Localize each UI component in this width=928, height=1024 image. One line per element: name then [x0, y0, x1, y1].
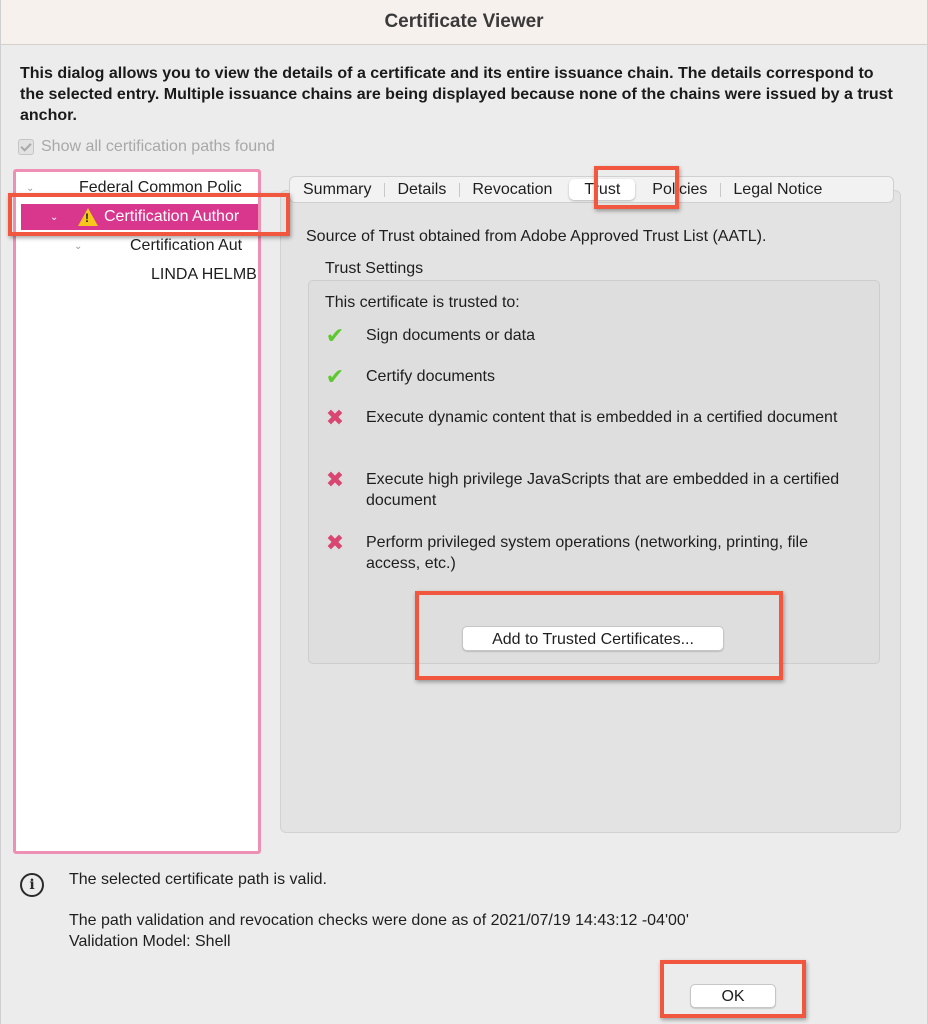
permission-text: Execute high privilege JavaScripts that are embedded in a certified document	[366, 471, 840, 509]
permission-text: Sign documents or data	[366, 327, 535, 344]
chevron-down-icon[interactable]: ⌄	[74, 240, 83, 252]
permission-sign-documents	[321, 325, 861, 347]
trust-source-text: Source of Trust obtained from Adobe Approved Trust List (AATL).	[306, 228, 767, 245]
window-title: Certificate Viewer	[384, 11, 544, 32]
tree-item-end-entity[interactable]	[151, 262, 257, 288]
permission-text: Certify documents	[366, 368, 495, 385]
validation-checks-text: The path validation and revocation checks were done as of 2021/07/19 14:43:12 -04'00'	[69, 912, 689, 929]
add-to-trusted-certificates-button[interactable]: Add to Trusted Certificates...	[462, 626, 724, 651]
cross-icon: ✖	[325, 405, 345, 430]
permission-text: Execute dynamic content that is embedded in a certified document	[366, 409, 838, 426]
trust-settings-label: Trust Settings	[325, 260, 424, 277]
check-icon: ✔	[325, 323, 345, 348]
intro-text: This dialog allows you to view the details of a certificate and its entire issuance chain. The details correspond to the selected entry. Multiple issuance chains are being displayed because none of the chains were issued by a trust anchor.	[20, 65, 893, 124]
validation-model-text: Validation Model: Shell	[69, 933, 231, 950]
chevron-down-icon[interactable]: ⌄	[50, 211, 59, 223]
trusted-to-heading: This certificate is trusted to:	[325, 294, 520, 311]
tab-bar	[289, 176, 894, 203]
checkbox-checked-icon[interactable]	[18, 139, 34, 155]
show-all-paths-checkbox[interactable]	[18, 138, 275, 156]
certificate-tree[interactable]	[13, 169, 261, 854]
path-valid-text: The selected certificate path is valid.	[69, 871, 327, 888]
ok-button[interactable]: OK	[690, 984, 776, 1008]
chevron-down-icon[interactable]: ⌄	[26, 182, 35, 194]
tab-trust[interactable]: Trust	[569, 179, 635, 200]
permission-dynamic-content	[321, 407, 861, 429]
permission-text: Perform privileged system operations (networking, printing, file access, etc.)	[366, 534, 808, 572]
tab-summary[interactable]: Summary	[303, 181, 372, 198]
tree-item-certification-authority-child[interactable]	[74, 233, 242, 259]
title-bar	[1, 0, 927, 45]
tab-revocation[interactable]: Revocation	[459, 177, 565, 202]
permission-javascript	[321, 469, 861, 511]
permission-certify-documents	[321, 366, 861, 388]
show-all-paths-label: Show all certification paths found	[41, 138, 275, 155]
tab-legal-notice[interactable]: Legal Notice	[720, 177, 835, 202]
cross-icon: ✖	[325, 467, 345, 492]
tree-item-certification-authority-selected[interactable]	[21, 204, 261, 230]
permission-system-operations	[321, 532, 861, 574]
tree-item-label: Certification Author	[104, 208, 240, 225]
info-icon: i	[20, 873, 44, 897]
cross-icon: ✖	[325, 530, 345, 555]
tree-item-label: LINDA HELMB	[151, 266, 257, 283]
warning-icon: !	[78, 208, 98, 226]
tree-item-label: Federal Common Polic	[79, 179, 242, 196]
tree-item-label: Certification Aut	[130, 237, 243, 254]
tab-policies[interactable]: Policies	[652, 181, 708, 198]
tab-details[interactable]: Details	[384, 177, 459, 202]
tree-item-federal-common-policy[interactable]	[26, 175, 242, 201]
check-icon: ✔	[325, 364, 345, 389]
